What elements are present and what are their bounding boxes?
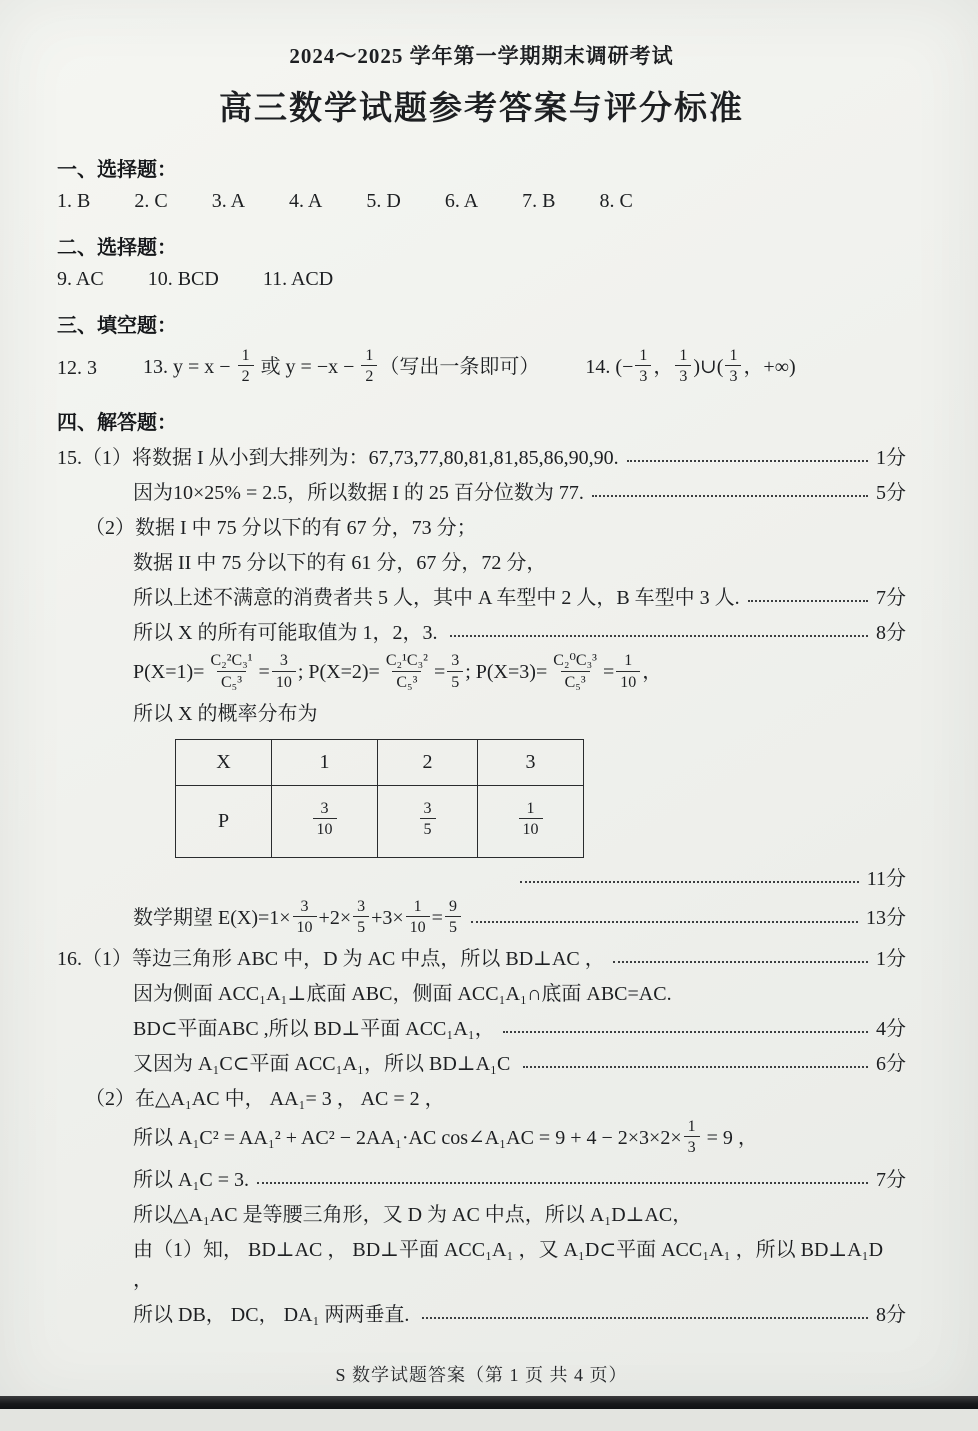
answer-item: 6. A	[444, 190, 479, 212]
dotted-leader	[257, 1182, 868, 1184]
solution-line	[133, 548, 906, 578]
page-footer: S 数学试题答案（第 1 页 共 4 页）	[335, 1364, 628, 1385]
probability-distribution-table	[175, 739, 584, 858]
table-cell	[272, 785, 378, 857]
solution-line	[133, 478, 906, 508]
dotted-leader	[422, 1317, 868, 1319]
solution-line	[133, 1119, 906, 1159]
score-marker: 11分	[866, 867, 906, 890]
answer-item: 3. A	[211, 190, 246, 212]
page-title: 高三数学试题参考答案与评分标准	[219, 91, 744, 127]
score-marker: 4分	[876, 1018, 906, 1041]
fraction: $\frac{1}{2}$	[238, 346, 254, 386]
solution-text: 所以 X 的所有可能取值为 1，2，3.	[133, 622, 443, 645]
solution-line	[85, 1084, 906, 1114]
solution-line	[133, 1014, 906, 1044]
solution-line	[57, 443, 906, 473]
content-area	[57, 135, 906, 1335]
fraction: $\frac{3}{5}$	[447, 651, 463, 691]
scan-bottom-edge	[0, 1396, 978, 1409]
table-cell: 1	[272, 739, 378, 785]
fraction: $\frac{\text{C₂⁰C₃³}}{\text{C₅³}}$	[553, 652, 597, 691]
choice-answers-row	[57, 268, 906, 291]
dotted-leader	[748, 600, 868, 602]
table-cell: P	[176, 785, 272, 857]
dotted-leader	[592, 495, 868, 497]
solution-line	[133, 1165, 906, 1195]
fraction: $\frac{1}{3}$	[635, 346, 651, 386]
solution-text: 所以 DB， DC， DA₁ 两两垂直.	[133, 1303, 415, 1326]
solution-line	[133, 699, 906, 729]
table-cell: X	[176, 739, 272, 785]
section-heading: 一、选择题：	[57, 159, 177, 181]
solution-text: 数据 II 中 75 分以下的有 61 分，67 分，72 分，	[133, 552, 547, 575]
answer-item: 2. C	[134, 190, 168, 212]
answer-item: 12. 3	[57, 356, 97, 379]
fraction: $\frac{\text{C₂²C₃¹}}{\text{C₅³}}$	[210, 652, 253, 691]
fraction: $\frac{1}{2}$	[361, 346, 377, 386]
solution-text: （2）数据 I 中 75 分以下的有 67 分，73 分；	[85, 517, 477, 540]
dotted-leader	[613, 961, 868, 963]
solution-line	[133, 899, 906, 939]
score-marker: 8分	[876, 622, 906, 645]
solution-line	[133, 1200, 906, 1230]
score-marker: 8分	[876, 1303, 906, 1326]
answer-item: 11. ACD	[262, 268, 334, 290]
answer-item: 5. D	[366, 190, 401, 212]
fraction: $\frac{1}{10}$	[519, 799, 543, 839]
exam-session-subtitle: 2024～2025 学年第一学期期末调研考试	[289, 44, 674, 68]
solution-line	[133, 979, 906, 1009]
answer-item: 8. C	[599, 190, 633, 212]
solution-text: 所以 X 的概率分布为	[133, 702, 318, 725]
fraction: $\frac{3}{5}$	[353, 897, 369, 937]
answer-item: 14. (− $\frac{1}{3}$ ， $\frac{1}{3}$ )∪( $\frac{1}{3}$ ，+∞)	[585, 347, 796, 386]
answer-item: 10. BCD	[147, 268, 219, 290]
section-heading: 四、解答题：	[57, 412, 177, 435]
answer-item: 7. B	[522, 190, 556, 212]
solution-line	[133, 618, 906, 648]
solution-text: 所以上述不满意的消费者共 5 人，其中 A 车型中 2 人，B 车型中 3 人.	[133, 587, 740, 610]
dotted-leader	[627, 460, 868, 462]
solution-line	[133, 583, 906, 613]
table-row	[176, 785, 584, 857]
fraction: $\frac{1}{3}$	[675, 346, 691, 386]
fraction: $\frac{9}{5}$	[445, 897, 461, 937]
solution-line	[133, 1300, 906, 1330]
table-cell: 2	[378, 739, 478, 785]
fraction: $\frac{3}{10}$	[293, 897, 317, 937]
score-marker: 7分	[876, 1168, 906, 1191]
solution-line	[57, 944, 906, 974]
score-marker: 5分	[876, 482, 906, 505]
solution-text: 16.（1）等边三角形 ABC 中，D 为 AC 中点，所以 BD⊥AC ，	[57, 948, 605, 971]
solution-text: 所以 A₁C = 3.	[133, 1168, 250, 1191]
solution-line	[85, 513, 906, 543]
table-cell	[378, 785, 478, 857]
fraction: $\frac{1}{3}$	[684, 1117, 700, 1157]
solution-text: P(X=1)= $\frac{\text{C₂²C₃¹}}{\text{C₅³}}$ = $\frac{3}{10}$ ; P(X=2)= $\frac{\text{C₂¹C₃²}}{\text{C₅³}}$ = $\frac{3}{5}$ ; P(X=3)= $\frac{\text{C₂⁰C₃³}}{\text{C₅³}}$ = $\frac{1}{10}$ ，	[133, 652, 663, 691]
score-marker: 13分	[866, 906, 906, 929]
solution-text: 又因为 A₁C⊂平面 ACC₁A₁，所以 BD⊥A₁C	[133, 1053, 516, 1076]
dotted-leader	[503, 1031, 868, 1033]
answer-item: 1. B	[57, 190, 91, 212]
table-cell: 3	[478, 739, 584, 785]
solution-text: 因为10×25% = 2.5，所以数据 I 的 25 百分位数为 77.	[133, 482, 584, 505]
table-cell	[478, 785, 584, 857]
solution-text: BD⊂平面ABC ,所以 BD⊥平面 ACC₁A₁，	[133, 1018, 495, 1041]
dotted-leader	[523, 1066, 868, 1068]
solution-text: 所以△A₁AC 是等腰三角形，又 D 为 AC 中点，所以 A₁D⊥AC，	[133, 1203, 693, 1226]
fraction: $\frac{1}{3}$	[725, 346, 741, 386]
solution-text: 所以 A₁C² = AA₁² + AC² − 2AA₁·AC cos∠A₁AC = 9 + 4 − 2×3×2× $\frac{1}{3}$ = 9 ，	[133, 1118, 758, 1157]
solution-line	[133, 653, 906, 693]
answer-item: 13. y = x − $\frac{1}{2}$ 或 y = −x − $\frac{1}{2}$ （写出一条即可）	[143, 347, 540, 386]
fraction: $\frac{3}{10}$	[313, 799, 337, 839]
section-heading: 二、选择题：	[57, 237, 177, 259]
answer-item: 9. AC	[57, 268, 104, 290]
dotted-leader	[450, 635, 868, 637]
table-row	[176, 739, 584, 785]
choice-answers-row	[57, 190, 906, 213]
score-marker: 6分	[876, 1053, 906, 1076]
solution-line	[133, 1235, 906, 1295]
fraction: $\frac{1}{10}$	[406, 897, 430, 937]
fraction: $\frac{\text{C₂¹C₃²}}{\text{C₅³}}$	[385, 652, 428, 691]
score-marker: 1分	[876, 447, 906, 470]
solution-line	[512, 864, 906, 894]
fraction: $\frac{1}{10}$	[616, 651, 640, 691]
dotted-leader	[520, 881, 859, 883]
blank-answers-row	[57, 348, 906, 388]
score-marker: 1分	[876, 948, 906, 971]
fraction: $\frac{3}{5}$	[420, 799, 436, 839]
answer-item: 4. A	[289, 190, 323, 212]
solution-text: 因为侧面 ACC₁A₁⊥底面 ABC，侧面 ACC₁A₁∩底面 ABC=AC.	[133, 983, 672, 1006]
section-heading: 三、填空题：	[57, 315, 177, 337]
score-marker: 7分	[876, 587, 906, 610]
dotted-leader	[471, 921, 858, 923]
solution-text: 数学期望 E(X)=1× $\frac{3}{10}$ +2× $\frac{3}{5}$ +3× $\frac{1}{10}$ = $\frac{9}{5}$	[133, 899, 463, 939]
solution-text: 由（1）知， BD⊥AC ， BD⊥平面 ACC₁A₁ ，又 A₁D⊂平面 ACC₁A₁ ，所以 BD⊥A₁D ，	[133, 1238, 889, 1291]
fraction: $\frac{3}{10}$	[272, 651, 296, 691]
solution-text: 15.（1）将数据 I 从小到大排列为：67,73,77,80,81,81,85,86,90,90.	[57, 447, 619, 470]
solution-text: （2）在△A₁AC 中， AA₁= 3 ， AC = 2 ，	[85, 1088, 445, 1111]
solution-line	[133, 1049, 906, 1079]
